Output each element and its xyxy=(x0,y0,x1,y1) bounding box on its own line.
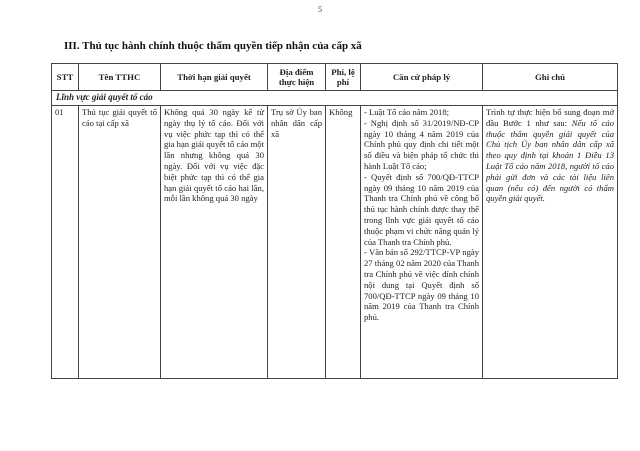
cell-legal xyxy=(361,106,483,379)
page-number: 5 xyxy=(318,5,322,14)
header-stt: STT xyxy=(52,64,79,91)
table-row xyxy=(52,106,618,379)
cell-location: Trụ sở Ủy ban nhân dân cấp xã xyxy=(268,106,326,379)
table-header-row xyxy=(52,64,618,91)
procedure-table xyxy=(51,63,618,379)
header-notes: Ghi chú xyxy=(483,64,618,91)
section-row xyxy=(52,91,618,106)
header-name: Tên TTHC xyxy=(79,64,161,91)
legal-item: - Văn bản số 292/TTCP-VP ngày 27 tháng 02 năm 2020 của Thanh tra Chính phủ về việc đính chính nội dung tại Quyết định số 700/QĐ-TTCP ngày 09 tháng 10 năm 2019 của Thanh tra Chính phủ. xyxy=(364,247,479,323)
header-fee: Phí, lệ phí xyxy=(326,64,361,91)
cell-name: Thủ tục giải quyết tố cáo tại cấp xã xyxy=(79,106,161,379)
note-text: Trình tự thực hiện bổ sung đoạn mở đầu Bước 1 như sau: xyxy=(486,107,614,128)
legal-item: - Luật Tố cáo năm 2018; xyxy=(364,107,450,117)
header-legal: Căn cứ pháp lý xyxy=(361,64,483,91)
note-italic-text: Nếu tố cáo thuộc thẩm quyền giải quyết của Chủ tịch Ủy ban nhân dân cấp xã theo quy định tại khoản 1 Điều 13 Luật Tố cáo năm 2018, người tố cáo phải gửi đơn và các tài liệu liên quan (nếu có) đến người có thẩm quyền giải quyết. xyxy=(486,117,615,204)
header-deadline: Thời hạn giải quyết xyxy=(161,64,268,91)
legal-item: - Nghị định số 31/2019/NĐ-CP ngày 10 tháng 4 năm 2019 của Chính phủ quy định chi tiết một số điều và biện pháp tổ chức thi hành Luật Tố cáo; xyxy=(364,117,479,171)
cell-stt: 01 xyxy=(52,106,79,379)
cell-deadline: Không quá 30 ngày kể từ ngày thụ lý tố cáo. Đối với vụ việc phức tạp thì có thể gia hạn giải quyết tố cáo một lần nhưng không quá 30 ngày. Đối với vụ việc đặc biệt phức tạp thì có thể gia hạn giải quyết tố cáo hai lần, mỗi lần không quá 30 ngày xyxy=(161,106,268,379)
legal-item: - Quyết định số 700/QĐ-TTCP ngày 09 tháng 10 năm 2019 của Thanh tra Chính phủ về công bố thủ tục hành chính được thay thế trong lĩnh vực giải quyết tố cáo thuộc phạm vi chức năng quản lý của Thanh tra Chính phủ. xyxy=(364,171,479,247)
section-label: Lĩnh vực giải quyết tố cáo xyxy=(52,91,618,106)
section-heading: III. Thủ tục hành chính thuộc thẩm quyền tiếp nhận của cấp xã xyxy=(64,40,362,52)
cell-fee: Không xyxy=(326,106,361,379)
header-location: Địa điểm thực hiện xyxy=(268,64,326,91)
cell-notes xyxy=(483,106,618,379)
